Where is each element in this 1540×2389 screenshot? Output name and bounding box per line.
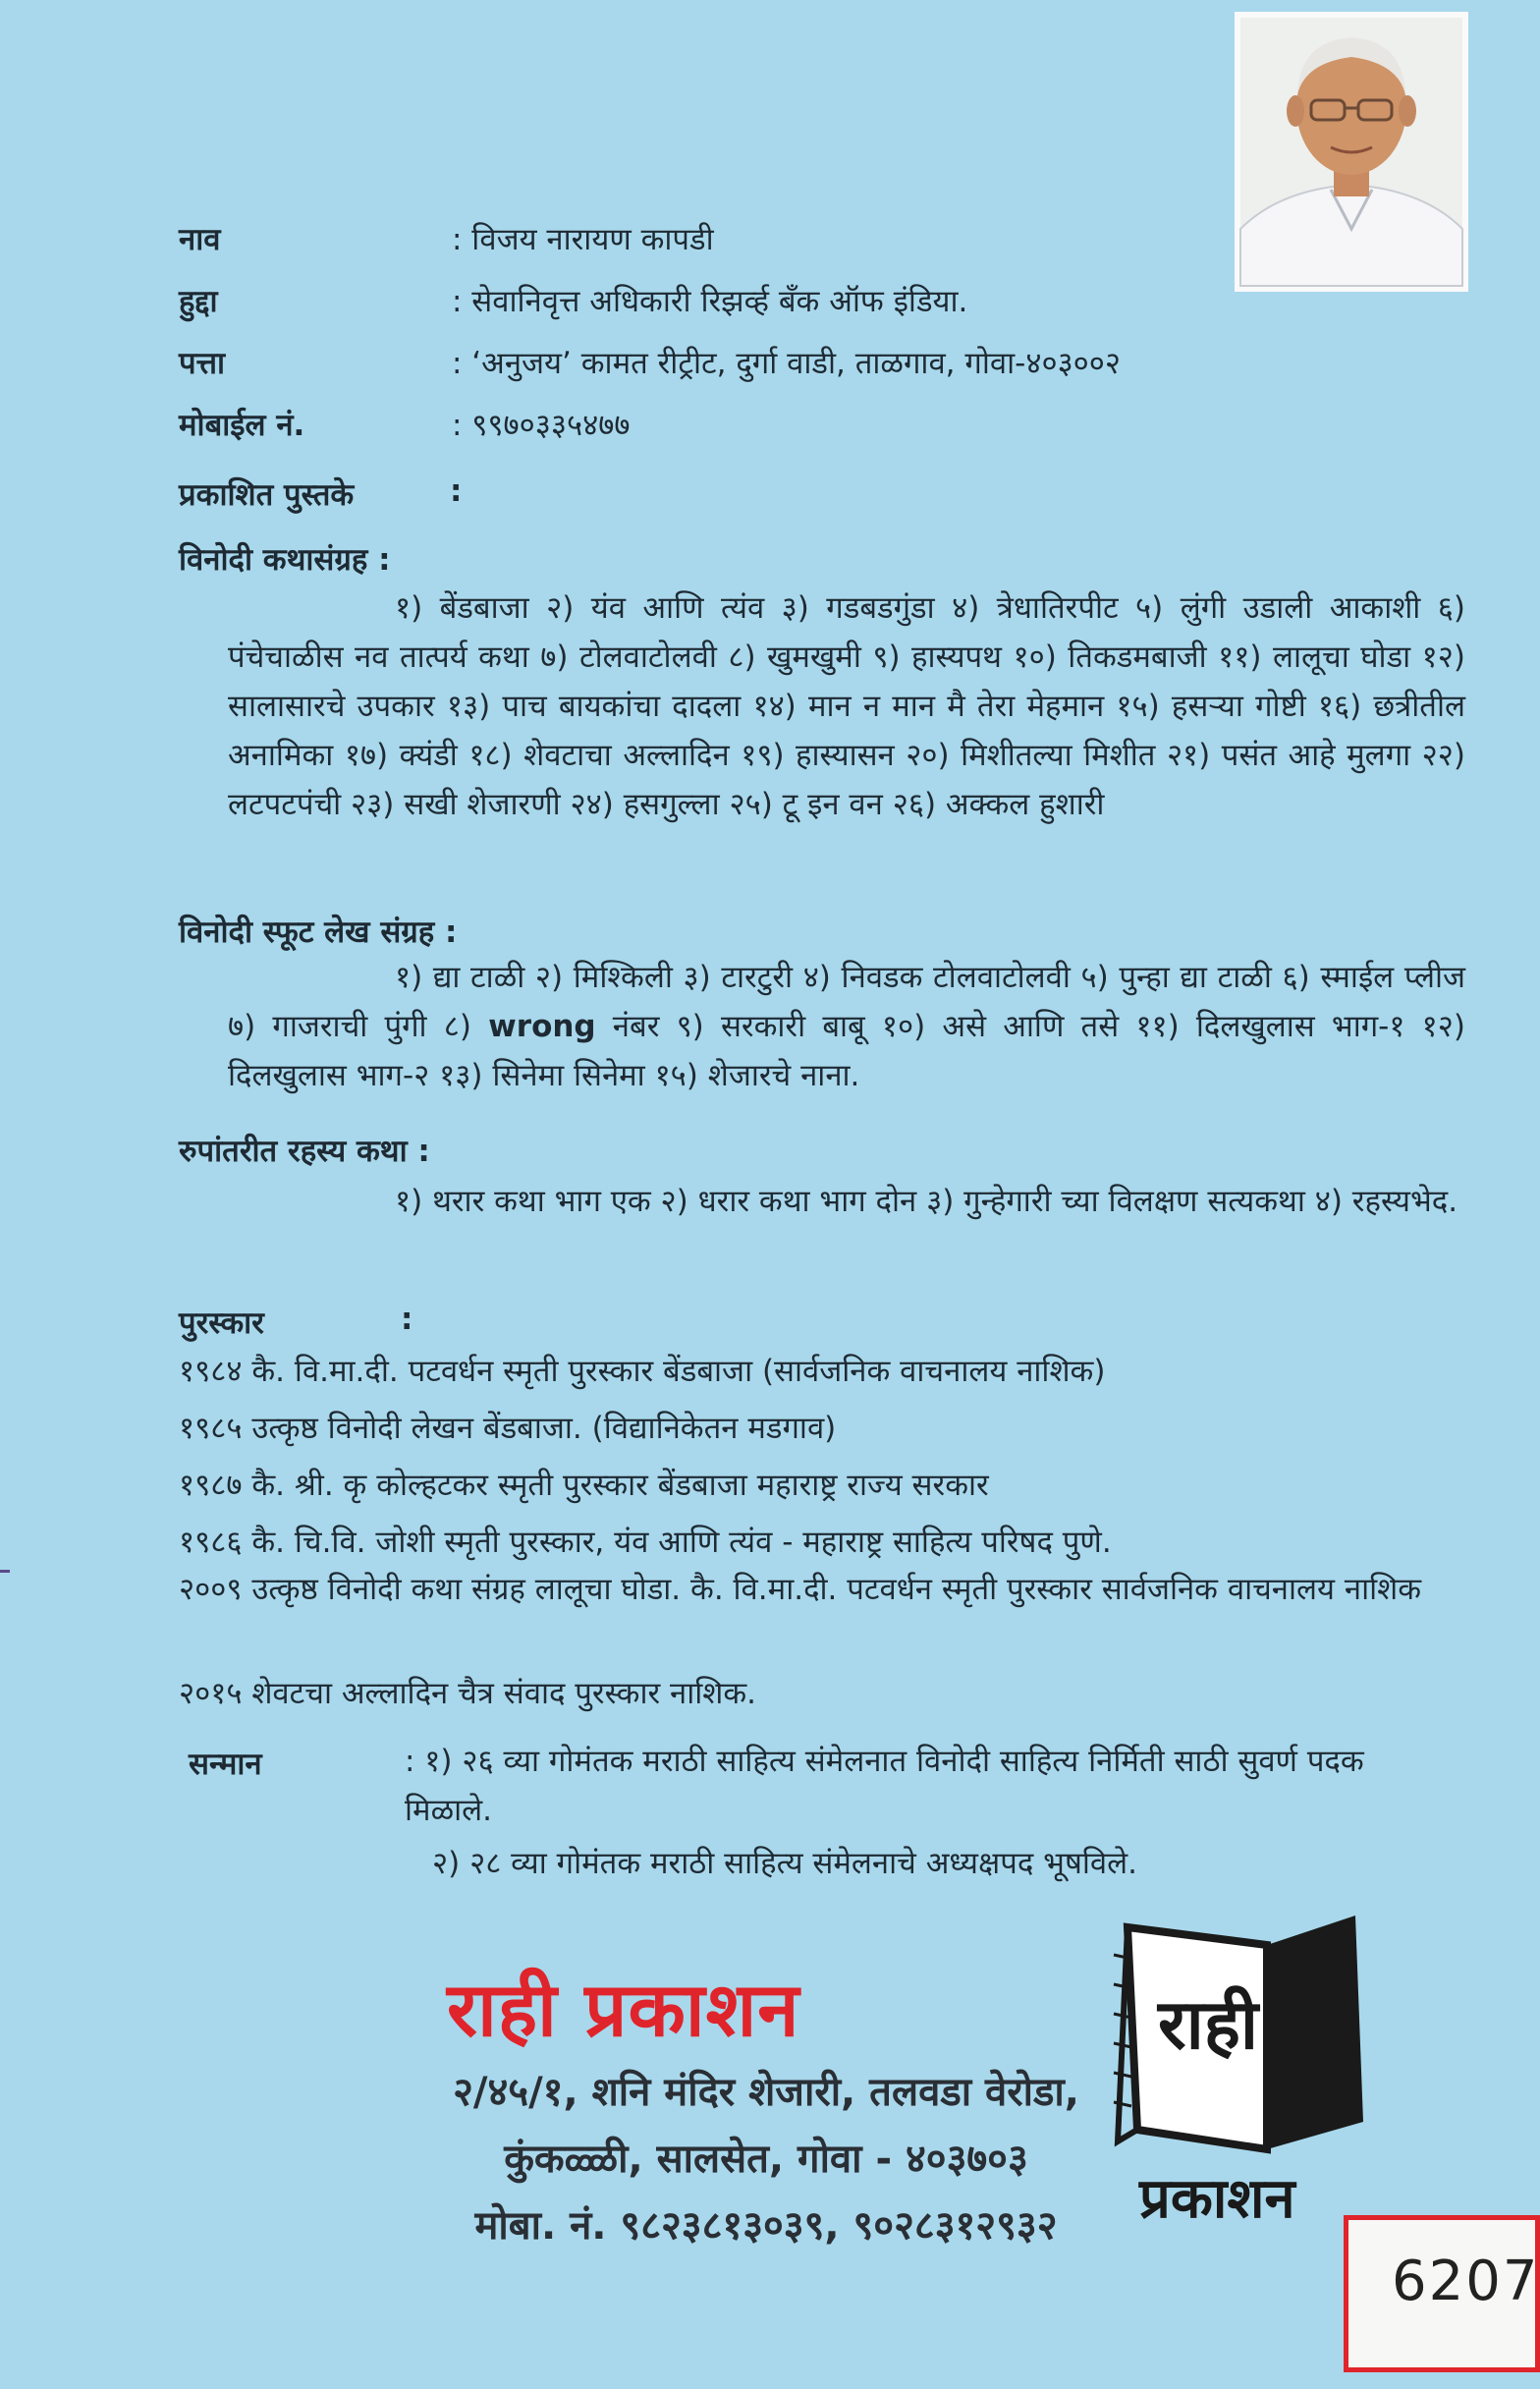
author-portrait-image — [1240, 18, 1462, 286]
scan-mark — [0, 1570, 10, 1573]
logo-text-top: राही — [1157, 1984, 1259, 2065]
stamp-number: 6207 — [1392, 2250, 1540, 2313]
publisher-phone: मोबा. नं. ९८२३८१३०३९, ९०२८३१२९३२ — [474, 2203, 1058, 2249]
awards-colon: : — [401, 1302, 413, 1337]
award-item: १९८६ कै. चि.वि. जोशी स्मृती पुरस्कार, यंव आणि त्यंव - महाराष्ट्र साहित्य परिषद पुणे. — [179, 1525, 1112, 1560]
humour-essays-list — [228, 953, 1465, 1100]
address-value: : ‘अनुजय’ कामत रीट्रीट, दुर्गा वाडी, ताळगाव, गोवा-४०३००२ — [452, 346, 1122, 381]
humour-essays-heading: विनोदी स्फूट लेख संग्रह : — [179, 915, 458, 950]
award-item: २००९ उत्कृष्ठ विनोदी कथा संग्रह लालूचा घोडा. कै. वि.मा.दी. पटवर्धन स्मृती पुरस्कार सार्वजनिक वाचनालय नाशिक — [179, 1572, 1422, 1607]
awards-heading: पुरस्कार — [179, 1306, 264, 1341]
humour-essays-wrong: wrong — [488, 1009, 596, 1044]
address-label: पत्ता — [179, 346, 226, 381]
mystery-list: १) थरार कथा भाग एक २) धरार कथा भाग दोन ३) गुन्हेगारी च्या विलक्षण सत्यकथा ४) रहस्यभेद. — [395, 1184, 1458, 1219]
humour-essays-text-1: १) द्या टाळी २) मिश्किली ३) टारटुरी ४) निवडक टोलवाटोलवी ५) पुन्हा द्या टाळी ६) स्माईल प्लीज ७) गाजराची पुंगी ८) — [228, 960, 1465, 1044]
honours-item-2: २) २८ व्या गोमंतक मराठी साहित्य संमेलनाचे अध्यक्षपद भूषविले. — [432, 1846, 1138, 1881]
publisher-logo — [1110, 1906, 1375, 2230]
logo-text-bottom: प्रकाशन — [1139, 2167, 1295, 2231]
honours-item-1 — [405, 1737, 1387, 1835]
humour-stories-heading: विनोदी कथासंग्रह : — [179, 542, 391, 578]
books-label: प्रकाशित पुस्तके — [179, 477, 355, 513]
humour-stories-list: १) बेंडबाजा २) यंव आणि त्यंव ३) गडबडगुंडा ४) त्रेधातिरपीट ५) लुंगी उडाली आकाशी ६) पंचेचाळीस नव तात्पर्य कथा ७) टोलवाटोलवी ८) खुमखुमी ९) हास्यपथ १०) तिकडमबाजी ११) लालूचा घोडा १२) सालासारचे उपकार १३) पाच बायकांचा दादला १४) मान न मान मै तेरा मेहमान १५) हसऱ्या गोष्टी १६) छत्रीतील अनामिका १७) क्यंडी १८) शेवटाचा अल्लादिन १९) हास्यासन २०) मिशीतल्या मिशीत २१) पसंत आहे मुलगा २२) लटपटपंची २३) सखी शेजारणी २४) हसगुल्ला २५) टू इन वन २६) अक्कल हुशारी — [228, 590, 1465, 822]
post-value: : सेवानिवृत्त अधिकारी रिझर्व्ह बँक ऑफ इंडिया. — [452, 284, 968, 319]
books-colon: : — [450, 473, 463, 509]
name-label: नाव — [179, 222, 221, 257]
humour-essays-text-2: नंबर ९) सरकारी बाबू १०) असे आणि तसे ११) दिलखुलास भाग-१ १२) दिलखुलास भाग-२ १३) सिनेमा सिनेमा १५) शेजारचे नाना. — [228, 1009, 1466, 1093]
honours-heading: सन्मान — [189, 1747, 262, 1782]
name-value: : विजय नारायण कापडी — [452, 222, 714, 257]
mystery-heading: रुपांतरीत रहस्य कथा : — [179, 1134, 430, 1169]
mobile-label: मोबाईल नं. — [179, 408, 305, 443]
honours-item-1-text: : १) २६ व्या गोमंतक मराठी साहित्य संमेलनात विनोदी साहित्य निर्मिती साठी सुवर्ण पदक मिळाले. — [405, 1744, 1364, 1828]
mobile-value: : ९९७०३३५४७७ — [452, 408, 631, 443]
publisher-name: राही प्रकाशन — [447, 1966, 800, 2053]
award-item: १९८७ कै. श्री. कृ कोल्हटकर स्मृती पुरस्कार बेंडबाजा महाराष्ट्र राज्य सरकार — [179, 1468, 989, 1503]
post-label: हुद्दा — [179, 284, 218, 319]
award-item: १९८५ उत्कृष्ठ विनोदी लेखन बेंडबाजा. (विद्यानिकेतन मडगाव) — [179, 1411, 837, 1446]
publisher-address-line-2: कुंकळ्ळी, सालसेत, गोवा - ४०३७०३ — [504, 2137, 1028, 2182]
library-stamp — [1344, 2215, 1540, 2372]
award-item: २०१५ शेवटचा अल्लादिन चैत्र संवाद पुरस्कार नाशिक. — [179, 1676, 757, 1711]
author-photo — [1235, 12, 1468, 292]
award-item: १९८४ कै. वि.मा.दी. पटवर्धन स्मृती पुरस्कार बेंडबाजा (सार्वजनिक वाचनालय नाशिक) — [179, 1354, 1106, 1389]
publisher-address-line-1: २/४५/१, शनि मंदिर शेजारी, तलवडा वेरोडा, — [453, 2070, 1079, 2115]
